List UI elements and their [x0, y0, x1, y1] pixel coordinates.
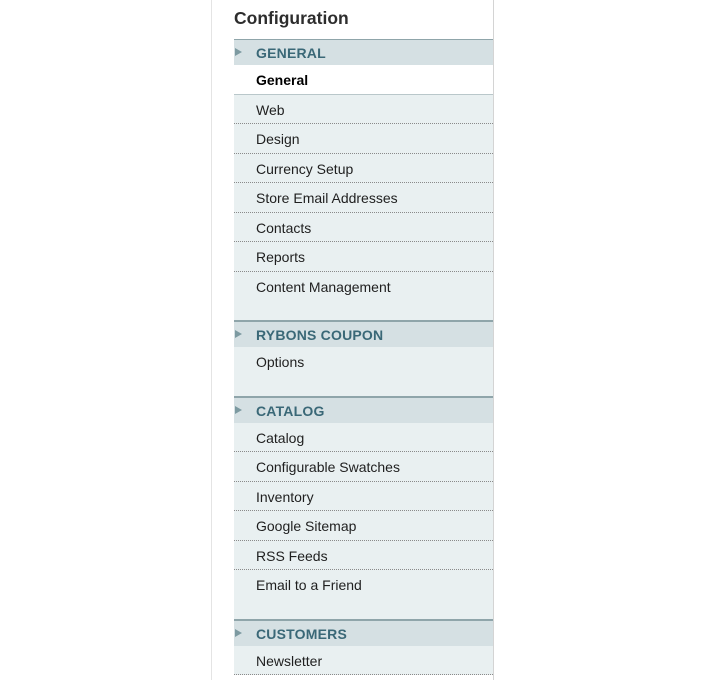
section-spacer	[234, 600, 494, 620]
sidebar-item-label: Contacts	[256, 219, 312, 236]
expand-arrow-icon	[235, 330, 242, 338]
sidebar-item-label: RSS Feeds	[256, 547, 328, 564]
expand-arrow-icon	[235, 48, 242, 56]
section-header-catalog[interactable]	[234, 397, 494, 423]
sidebar-item-label: Content Management	[256, 278, 391, 295]
expand-arrow-icon	[235, 406, 242, 414]
sidebar-item-store-email-addresses[interactable]	[234, 183, 494, 213]
section-title: GENERAL	[256, 45, 326, 61]
sidebar-item-design[interactable]	[234, 124, 494, 154]
config-tabs	[234, 39, 494, 675]
sidebar-item-contacts[interactable]	[234, 213, 494, 243]
sidebar-item-catalog[interactable]	[234, 423, 494, 453]
section-items	[234, 423, 494, 620]
section-catalog	[234, 397, 494, 620]
expand-arrow-icon	[235, 629, 242, 637]
section-header-general[interactable]	[234, 39, 494, 65]
sidebar-item-web[interactable]	[234, 95, 494, 125]
sidebar-item-reports[interactable]	[234, 242, 494, 272]
sidebar-item-label: Design	[256, 131, 300, 147]
section-rybons-coupon	[234, 321, 494, 397]
sidebar-item-label: Google Sitemap	[256, 518, 357, 534]
sidebar-item-label: Options	[256, 354, 305, 370]
sidebar-item-currency-setup[interactable]	[234, 154, 494, 184]
section-header-customers[interactable]	[234, 620, 494, 646]
sidebar-item-label: Store Email Addresses	[256, 190, 398, 206]
sidebar-item-label: Catalog	[256, 429, 305, 446]
sidebar-item-inventory[interactable]	[234, 482, 494, 512]
page-title: Configuration	[234, 8, 349, 28]
sidebar-item-content-management[interactable]	[234, 272, 494, 302]
sidebar-item-label: Email to a Friend	[256, 577, 362, 593]
section-items	[234, 65, 494, 321]
sidebar-item-label: Reports	[256, 249, 306, 265]
sidebar-item-label: General	[256, 72, 309, 88]
section-title: RYBONS COUPON	[256, 327, 384, 343]
sidebar-item-email-to-a-friend[interactable]	[234, 570, 494, 600]
sidebar-item-label: Newsletter	[256, 652, 323, 669]
section-items	[234, 646, 494, 676]
sidebar-item-label: Inventory	[256, 488, 314, 505]
section-general	[234, 39, 494, 321]
section-customers	[234, 620, 494, 676]
section-items	[234, 347, 494, 397]
sidebar-item-label: Configurable Swatches	[256, 459, 400, 475]
section-spacer	[234, 301, 494, 321]
sidebar-item-configurable-swatches[interactable]	[234, 452, 494, 482]
section-header-rybons-coupon[interactable]	[234, 321, 494, 347]
sidebar-item-label: Web	[256, 101, 285, 118]
sidebar-item-label: Currency Setup	[256, 160, 354, 177]
sidebar-item-google-sitemap[interactable]	[234, 511, 494, 541]
config-sidebar	[211, 0, 494, 680]
sidebar-item-options[interactable]	[234, 347, 494, 377]
section-title: CUSTOMERS	[256, 625, 347, 642]
sidebar-item-general[interactable]	[234, 65, 494, 95]
section-spacer	[234, 377, 494, 397]
sidebar-item-rss-feeds[interactable]	[234, 541, 494, 571]
sidebar-item-newsletter[interactable]	[234, 646, 494, 676]
section-title: CATALOG	[256, 402, 325, 419]
